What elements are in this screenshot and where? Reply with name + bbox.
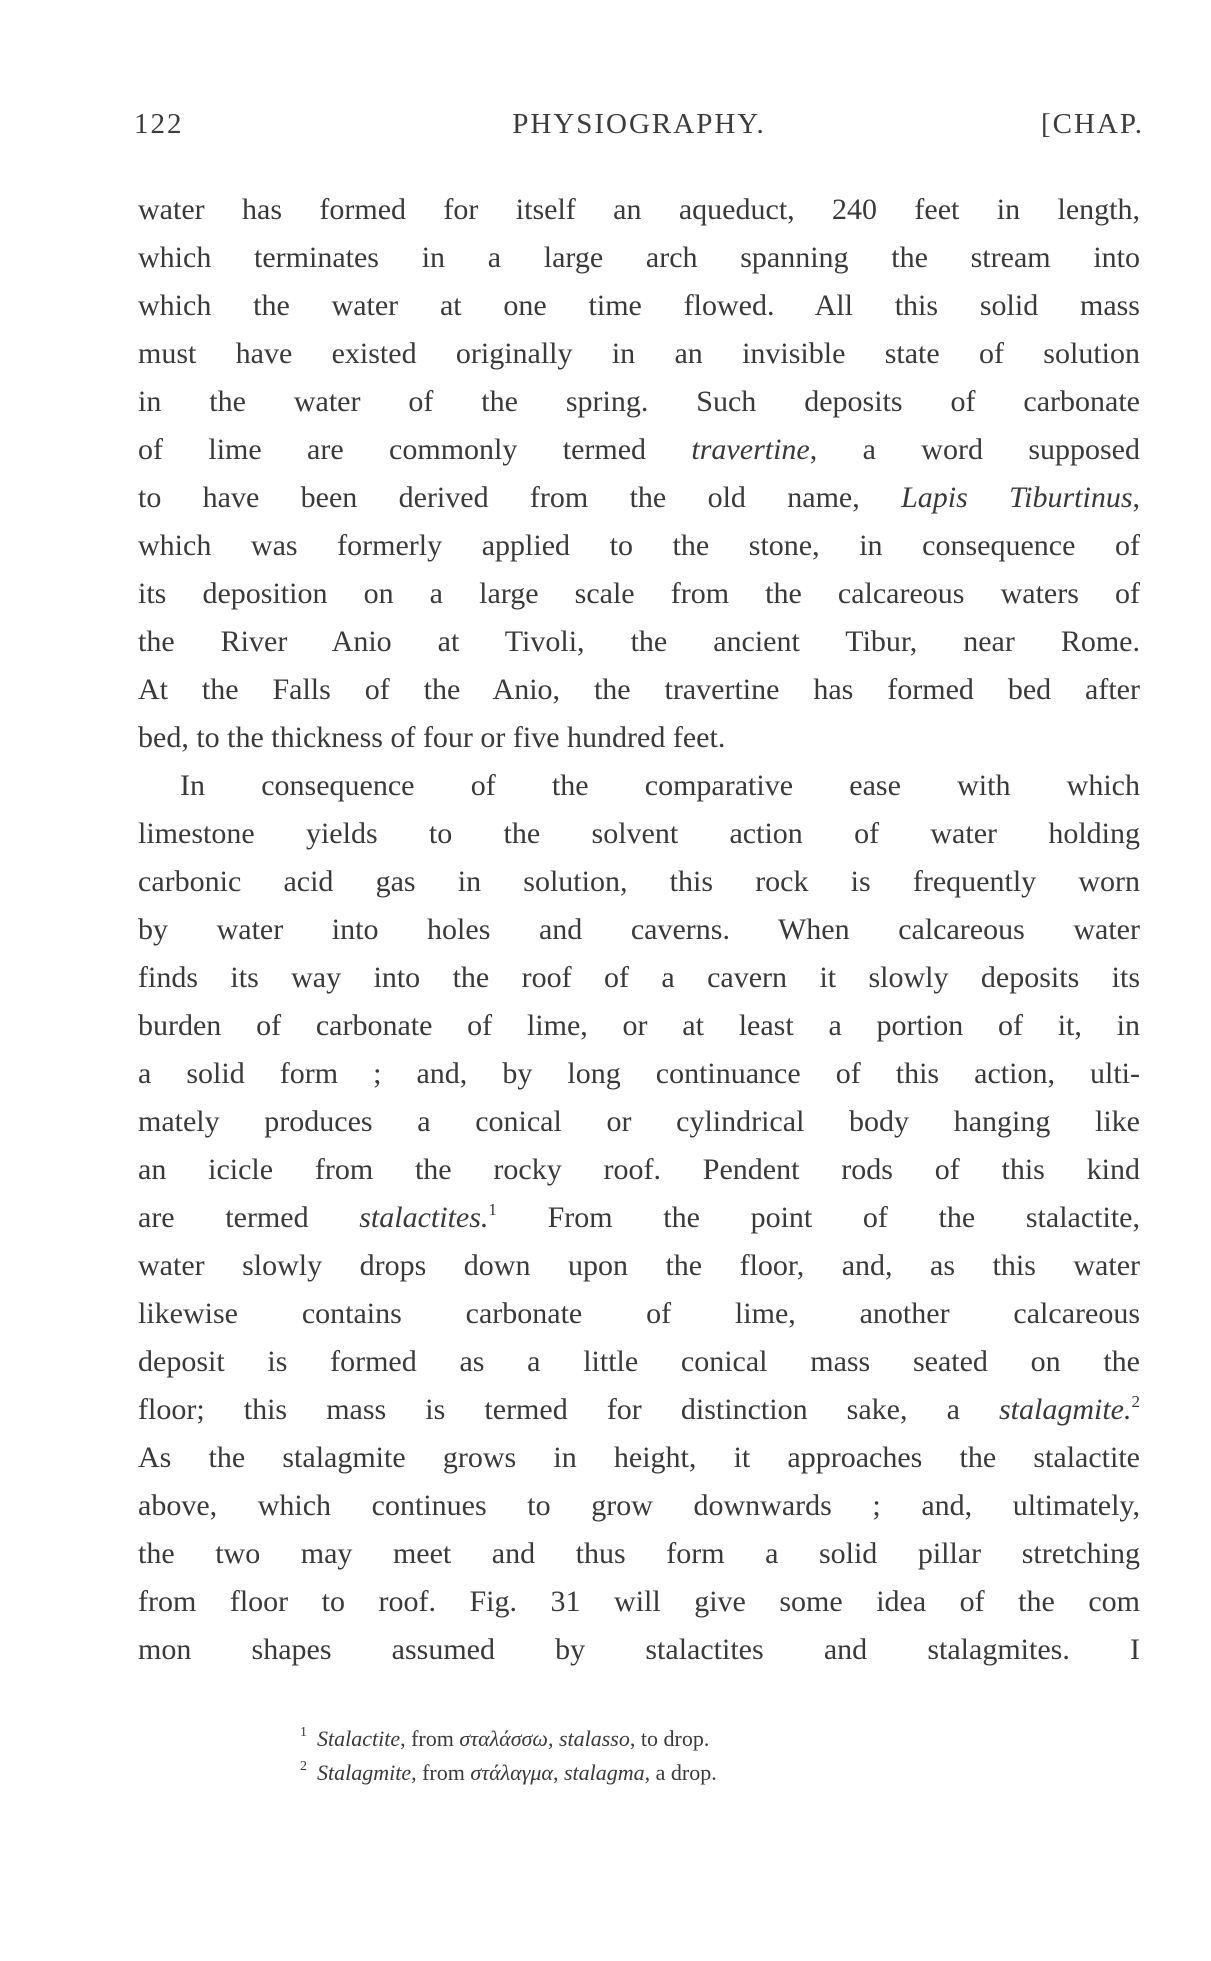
body-text <box>138 186 1140 1674</box>
text-line: finds its way into the roof of a cavern it slowly deposits its <box>138 961 1140 994</box>
footnotes <box>300 1722 1000 1790</box>
term-stalactites: stalactites. <box>359 1201 489 1234</box>
term-lapis-tiburtinus: Lapis Tiburtinus <box>901 481 1133 514</box>
text-line <box>138 474 1140 522</box>
footnote-text: , <box>552 1760 564 1785</box>
footnote-text: , from <box>411 1760 471 1785</box>
footnote <box>300 1756 1000 1790</box>
text-line: At the Falls of the Anio, the travertine has formed bed after <box>138 673 1140 706</box>
footnote-greek: στάλαγμα <box>470 1760 553 1785</box>
text-line: the two may meet and thus form a solid pillar stretching <box>138 1537 1140 1570</box>
text-span: From the point of the stalactite, <box>496 1201 1140 1234</box>
text-line: water has formed for itself an aqueduct, 240 feet in length, <box>138 193 1140 226</box>
text-line: a solid form ; and, by long continuance of this action, ulti- <box>138 1057 1140 1090</box>
term-stalagmite: stalagmite. <box>999 1393 1132 1426</box>
text-line: burden of carbonate of lime, or at least a portion of it, in <box>138 1009 1140 1042</box>
text-line: which was formerly applied to the stone, in consequence of <box>138 529 1140 562</box>
footnote-mark: 1 <box>300 1725 307 1740</box>
text-line: water slowly drops down upon the floor, and, as this water <box>138 1249 1140 1282</box>
footnote-translit: stalasso <box>558 1726 630 1751</box>
text-line: which terminates in a large arch spanning the stream into <box>138 241 1140 274</box>
text-line: which the water at one time flowed. All this solid mass <box>138 289 1140 322</box>
text-span: floor; this mass is termed for distinction sake, a <box>138 1393 999 1426</box>
text-line: in the water of the spring. Such deposits of carbonate <box>138 385 1140 418</box>
text-line <box>138 1194 1140 1242</box>
text-span: , <box>1132 481 1140 514</box>
text-line: its deposition on a large scale from the calcareous waters of <box>138 577 1140 610</box>
footnote-ref: 2 <box>1131 1392 1140 1411</box>
text-line: carbonic acid gas in solution, this rock is frequently worn <box>138 865 1140 898</box>
text-line: above, which continues to grow downwards ; and, ultimately, <box>138 1489 1140 1522</box>
page-title: PHYSIOGRAPHY. <box>512 108 766 140</box>
text-line: from floor to roof. Fig. 31 will give some idea of the com <box>138 1585 1140 1618</box>
text-line: by water into holes and caverns. When calcareous water <box>138 913 1140 946</box>
text-line <box>138 426 1140 474</box>
footnote-mark: 2 <box>300 1759 307 1774</box>
term-travertine: travertine <box>691 433 810 466</box>
footnote-term: Stalagmite <box>317 1760 412 1785</box>
text-line: mon shapes assumed by stalactites and stalagmites. I <box>138 1633 1140 1666</box>
text-line: likewise contains carbonate of lime, another calcareous <box>138 1297 1140 1330</box>
footnote-greek: σταλάσσω <box>459 1726 548 1751</box>
text-span: , a word supposed <box>809 433 1140 466</box>
text-span: to have been derived from the old name, <box>138 481 902 514</box>
footnote-translit: stalagma <box>563 1760 645 1785</box>
footnote-text: , a drop. <box>644 1760 717 1785</box>
text-line <box>138 1386 1140 1434</box>
text-line: limestone yields to the solvent action of water holding <box>138 817 1140 850</box>
footnote-text: , to drop. <box>629 1726 710 1751</box>
text-line: the River Anio at Tivoli, the ancient Tibur, near Rome. <box>138 625 1140 658</box>
text-span: are termed <box>138 1201 360 1234</box>
text-span: of lime are commonly termed <box>138 433 692 466</box>
footnote-term: Stalactite <box>317 1726 401 1751</box>
text-line: an icicle from the rocky roof. Pendent rods of this kind <box>138 1153 1140 1186</box>
footnote-ref: 1 <box>488 1200 497 1219</box>
chapter-marker: [CHAP. <box>1040 108 1144 140</box>
text-line: As the stalagmite grows in height, it approaches the stalactite <box>138 1441 1140 1474</box>
footnote-text: , from <box>400 1726 460 1751</box>
running-head <box>134 108 1144 148</box>
footnote <box>300 1722 1000 1756</box>
footnote-text: , <box>547 1726 559 1751</box>
page-number: 122 <box>134 108 184 140</box>
text-line: deposit is formed as a little conical mass seated on the <box>138 1345 1140 1378</box>
text-line: mately produces a conical or cylindrical body hanging like <box>138 1105 1140 1138</box>
text-line: In consequence of the comparative ease with which <box>180 769 1140 802</box>
text-line: must have existed originally in an invisible state of solution <box>138 337 1140 370</box>
text-line: bed, to the thickness of four or five hundred feet. <box>138 721 726 754</box>
